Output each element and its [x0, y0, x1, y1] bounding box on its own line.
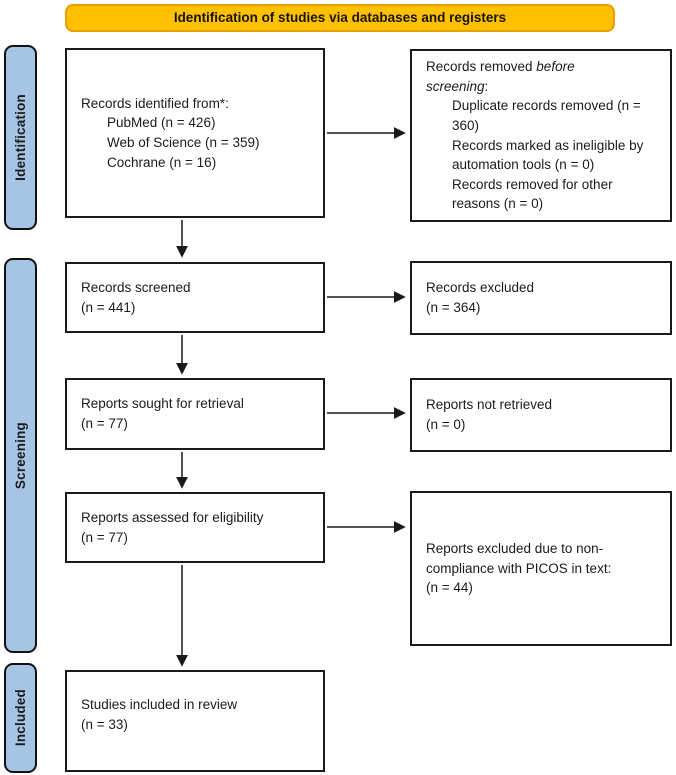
reports-excluded-picos-line: Reports excluded due to non-compliance with PICOS in text:	[426, 541, 612, 576]
records-screened-line: Records screened	[81, 279, 191, 295]
box-records-screened	[65, 262, 325, 333]
reports-sought-count: (n = 77)	[81, 416, 128, 431]
records-removed-item: Records marked as ineligible by automation tools (n = 0)	[452, 137, 644, 173]
stage-identification	[4, 45, 37, 230]
box-reports-not-retrieved	[410, 378, 672, 452]
banner	[65, 4, 615, 32]
box-records-removed	[410, 49, 672, 222]
box-records-identified	[65, 48, 325, 218]
reports-not-retrieved-count: (n = 0)	[426, 417, 466, 432]
reports-not-retrieved-line: Reports not retrieved	[426, 397, 553, 413]
studies-included-line: Studies included in review	[81, 697, 238, 713]
studies-included-count: (n = 33)	[81, 717, 128, 732]
records-removed-item: Duplicate records removed (n = 360)	[452, 98, 641, 133]
records-removed-item: Records removed for other reasons (n = 0)	[452, 176, 613, 212]
reports-assessed-line: Reports assessed for eligibility	[81, 509, 264, 525]
reports-sought-line: Reports sought for retrieval	[81, 396, 244, 412]
box-records-excluded	[410, 261, 672, 335]
stage-included	[4, 663, 37, 773]
reports-assessed-count: (n = 77)	[81, 529, 128, 545]
records-removed-title-italic: before screening	[426, 59, 575, 94]
records-screened-count: (n = 441)	[81, 299, 136, 315]
stage-screening	[4, 258, 37, 653]
records-excluded-line: Records excluded	[426, 280, 535, 296]
stage-screening-label: Screening	[12, 421, 28, 490]
box-reports-excluded-picos	[410, 491, 672, 646]
records-identified-item: PubMed (n = 426)	[107, 115, 216, 131]
records-removed-title-suffix: :	[484, 78, 489, 94]
records-removed-title-prefix: Records removed	[426, 59, 537, 75]
records-identified-title: Records identified from*:	[81, 95, 229, 111]
reports-excluded-picos-count: (n = 44)	[426, 580, 473, 596]
records-identified-item: Cochrane (n = 16)	[107, 154, 217, 170]
banner-title: Identification of studies via databases and registers	[173, 10, 507, 26]
records-removed-title	[426, 57, 632, 96]
records-excluded-count: (n = 364)	[426, 300, 481, 315]
records-identified-item: Web of Science (n = 359)	[107, 135, 260, 150]
box-studies-included	[65, 670, 325, 772]
box-reports-assessed	[65, 492, 325, 563]
stage-included-label: Included	[12, 689, 28, 747]
box-reports-sought	[65, 378, 325, 450]
stage-identification-label: Identification	[12, 94, 28, 181]
